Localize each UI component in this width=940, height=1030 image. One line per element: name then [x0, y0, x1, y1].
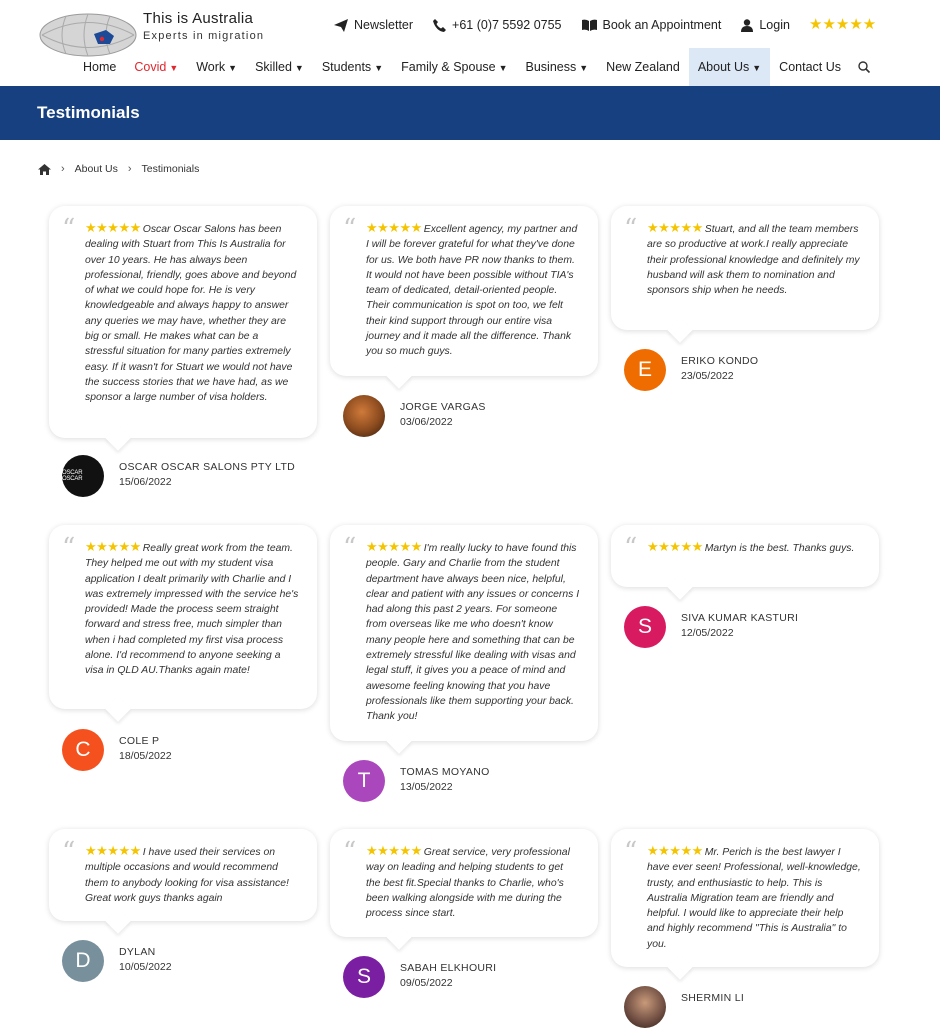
nav-home[interactable] [74, 48, 125, 86]
nav-family-label: Family & Spouse [401, 60, 496, 74]
quote-icon: “ [624, 214, 638, 244]
author-name: JORGE VARGAS [400, 401, 486, 413]
brand-title: This is Australia [143, 10, 254, 27]
author-name: OSCAR OSCAR SALONS PTY LTD [119, 461, 296, 473]
rating-stars: ★★★★★ [85, 843, 141, 858]
testimonial-card [49, 206, 317, 438]
login-link[interactable] [741, 18, 790, 32]
nav-work-label: Work [196, 60, 226, 74]
site-header [0, 0, 940, 86]
nav-new-zealand[interactable] [597, 48, 689, 86]
testimonial-card [330, 525, 598, 741]
chevron-down-icon: ▼ [169, 63, 179, 73]
breadcrumb-separator: › [61, 163, 65, 175]
paper-plane-icon [334, 19, 348, 32]
breadcrumb-separator: › [127, 163, 132, 175]
person-photo-avatar [624, 986, 666, 1028]
author-date: 12/05/2022 [681, 627, 734, 639]
nav-students[interactable] [313, 48, 392, 86]
author-date: 15/06/2022 [119, 476, 172, 488]
quote-icon: “ [343, 837, 357, 867]
testimonial-text: I have used their services on multiple occasions and would recommend them to anybody looking for visa assistance! Great work guys thanks again [85, 847, 289, 904]
testimonial-text: Great service, very professional way on leading and helping students to get the best fit.Special thanks to Charlie, who's been walking alongside with me during the process since start. [366, 847, 570, 920]
chevron-down-icon: ▼ [294, 63, 304, 73]
quote-icon: “ [343, 533, 357, 563]
nav-covid[interactable] [125, 48, 187, 86]
testimonial-text: Really great work from the team. They helped me out with my student visa application I dealt primarily with Charlie and I was extremely impressed with the service he's provided! Made the process seem straight forward and stress free, much simpler than when i had completed my first visa process alone. I'd recommend to anyone seeking a visa in QLD AU.Thanks again mate! [85, 543, 299, 677]
author-name: SHERMIN LI [681, 992, 745, 1004]
rating-stars: ★★★★★ [85, 539, 141, 554]
author-date: 09/05/2022 [400, 977, 453, 989]
author-date: 23/05/2022 [681, 370, 734, 382]
nav-covid-label: Covid [134, 60, 167, 74]
breadcrumb-about[interactable]: About Us [74, 163, 118, 175]
testimonial-text: Excellent agency, my partner and I will be forever grateful for what they've done for us. We both have PR now thanks to them. It would not have been possible without TIA's team of dedicated, detail-oriented people. Their communication is spot on too, we felt their kind support through our entire visa journey and it made all the difference. Thank you so much guys. [366, 224, 578, 358]
author-name: SIVA KUMAR KASTURI [681, 612, 799, 624]
nav-nz-label: New Zealand [606, 60, 680, 74]
breadcrumb-current: Testimonials [141, 163, 200, 175]
chevron-down-icon: ▼ [579, 63, 589, 73]
rating-stars: ★★★★★ [366, 539, 422, 554]
author-name: COLE P [119, 735, 160, 747]
testimonial-text: Mr. Perich is the best lawyer I have ever seen! Professional, well-knowledge, trusty, and enthusiastic to help. This is Australia Migration team are friendly and helpful. I would like to appreciate their help and highly recommend "This is Australia" to you. [647, 847, 861, 950]
nav-contact[interactable] [770, 48, 850, 86]
testimonial-text: Martyn is the best. Thanks guys. [704, 543, 855, 554]
nav-contact-label: Contact Us [779, 60, 842, 74]
search-button[interactable] [850, 48, 878, 86]
avatar: D [62, 940, 104, 982]
quote-icon: “ [62, 214, 76, 244]
brand-subtitle: Experts in migration [143, 30, 265, 42]
login-label: Login [759, 18, 790, 32]
testimonial-card [611, 206, 879, 330]
avatar: S [343, 956, 385, 998]
chevron-down-icon: ▼ [374, 63, 384, 73]
user-icon [741, 19, 753, 32]
testimonial-text: I'm really lucky to have found this people. Gary and Charlie from the student department have always been nice, helpful, clear and patient with any issues or concerns I had along this past 2 years. For someone from overseas like me who doesn't know many people here and something that can be extremely stressful like dealing with visas and legal stuff, it gives you a peace of mind and awesome feeling knowing that you have professionals like them supporting your back. Thank you! [366, 543, 580, 723]
author-date: 10/05/2022 [119, 961, 172, 973]
top-links [334, 16, 810, 34]
author-name: TOMAS MOYANO [400, 766, 490, 778]
author-date: 18/05/2022 [119, 750, 172, 762]
appointment-link[interactable] [582, 18, 722, 32]
testimonial-text: Oscar Oscar Salons has been dealing with Stuart from This Is Australia for over 10 years. He has always been professional, friendly, goes above and beyond of what we could hope for. He is very knowledgeable and always happy to answer any queries we may have, whether they are big or small. He makes what can be a stressful situation for many parties extremely easy. If it wasn't for Stuart we would not have the success stories that we have had, as we sponsor a large number of visa holders. [85, 224, 297, 404]
dog-photo-avatar [343, 395, 385, 437]
nav-business-label: Business [525, 60, 577, 74]
avatar: E [624, 349, 666, 391]
rating-stars: ★★★★★ [809, 16, 877, 33]
avatar: C [62, 729, 104, 771]
quote-icon: “ [624, 837, 638, 867]
chevron-down-icon: ▼ [498, 63, 508, 73]
quote-icon: “ [343, 214, 357, 244]
nav-home-label: Home [83, 60, 117, 74]
testimonial-card [611, 525, 879, 587]
appointment-label: Book an Appointment [602, 18, 722, 32]
testimonial-card [611, 829, 879, 967]
search-icon [858, 61, 870, 73]
nav-about[interactable] [689, 48, 770, 86]
testimonial-card [49, 525, 317, 709]
nav-skilled-label: Skilled [255, 60, 292, 74]
phone-label: +61 (0)7 5592 0755 [452, 18, 562, 32]
breadcrumb [38, 163, 199, 175]
testimonial-card [330, 206, 598, 376]
nav-work[interactable] [187, 48, 246, 86]
testimonial-text: Stuart, and all the team members are so productive at work.I really appreciate their professional knowledge and definitely my husband will ask them to nomination and sponsors ship when he needs. [647, 224, 860, 297]
main-nav [74, 48, 878, 86]
page-banner [0, 86, 940, 140]
avatar: OSCAR OSCAR [62, 455, 104, 497]
book-icon [582, 19, 597, 31]
chevron-down-icon: ▼ [228, 63, 238, 73]
author-date: 03/06/2022 [400, 416, 453, 428]
nav-students-label: Students [321, 60, 372, 74]
testimonial-card [49, 829, 317, 921]
testimonial-card [330, 829, 598, 937]
nav-skilled[interactable] [246, 48, 313, 86]
chevron-down-icon: ▼ [752, 63, 762, 73]
quote-icon: “ [62, 533, 76, 563]
rating-stars: ★★★★★ [647, 220, 703, 235]
author-date: 13/05/2022 [400, 781, 453, 793]
rating-stars: ★★★★★ [647, 843, 703, 858]
newsletter-link[interactable] [334, 18, 413, 32]
nav-business[interactable] [517, 48, 598, 86]
rating-stars: ★★★★★ [647, 539, 703, 554]
rating-stars: ★★★★★ [85, 220, 141, 235]
phone-icon [433, 19, 446, 32]
avatar: S [624, 606, 666, 648]
quote-icon: “ [62, 837, 76, 867]
nav-family[interactable] [392, 48, 516, 86]
quote-icon: “ [624, 533, 638, 563]
page-title: Testimonials [37, 103, 140, 122]
nav-about-label: About Us [697, 60, 750, 74]
home-icon[interactable] [38, 164, 51, 175]
newsletter-label: Newsletter [354, 18, 414, 32]
phone-link[interactable] [433, 18, 561, 32]
author-name: SABAH ELKHOURI [400, 962, 497, 974]
author-name: DYLAN [119, 946, 156, 958]
avatar: T [343, 760, 385, 802]
rating-stars: ★★★★★ [366, 220, 422, 235]
rating-stars: ★★★★★ [366, 843, 422, 858]
author-name: ERIKO KONDO [681, 355, 759, 367]
